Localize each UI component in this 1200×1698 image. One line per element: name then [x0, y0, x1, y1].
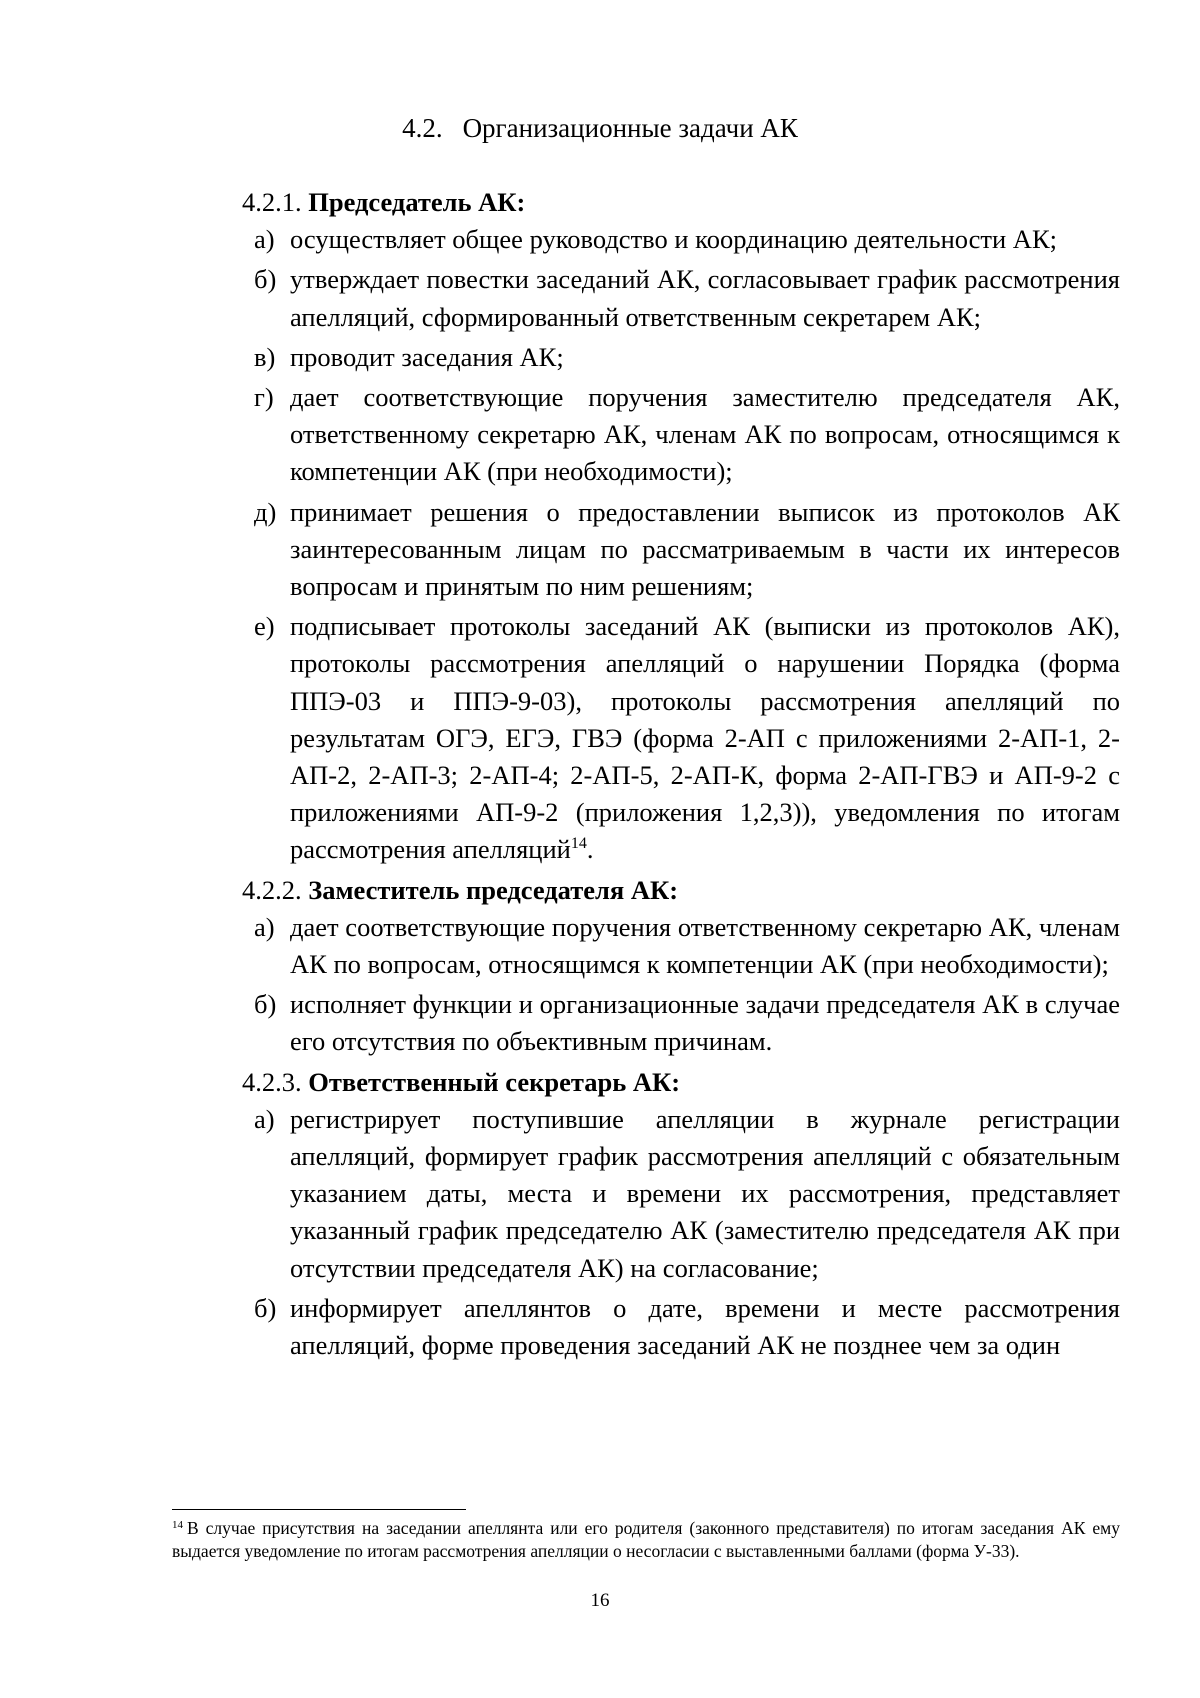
- footnote-number: 14: [172, 1519, 183, 1531]
- list-item-text: дает соответствующие поручения ответственному секретарю АК, членам АК по вопросам, относящимся к компетенции АК (при необходимости);: [290, 911, 1120, 980]
- list-item-marker: б): [254, 264, 277, 295]
- list-item-marker: г): [254, 382, 274, 413]
- list-item-marker: е): [254, 611, 275, 642]
- list-item: [242, 1290, 1120, 1364]
- subsection-number: 4.2.1.: [242, 187, 302, 217]
- list-item-marker: б): [254, 1292, 277, 1323]
- footnote-divider: [172, 1509, 466, 1510]
- document-body: [242, 184, 1120, 1367]
- page-number: 16: [590, 1590, 610, 1611]
- list-item-marker: б): [254, 989, 277, 1020]
- list-item: [242, 494, 1120, 606]
- subsection-number: 4.2.2.: [242, 874, 302, 905]
- footnote-reference: 14: [570, 835, 587, 853]
- list-item-text: информирует апеллянтов о дате, времени и месте рассмотрения апелляций, форме проведения заседаний АК не позднее чем за один: [290, 1292, 1120, 1361]
- footnote-text: В случае присутствия на заседании апеллянта или его родителя (законного представителя) по итогам заседания АК ему выдается уведомление по итогам рассмотрения апелляции о несогласии с выставленными баллами (форма У-33).: [172, 1518, 1120, 1561]
- list-item-marker: а): [254, 224, 275, 255]
- list-item-text: регистрирует поступившие апелляции в журнале регистрации апелляций, формирует график рассмотрения апелляций с обязательным указанием даты, места и времени их рассмотрения, представляет указанный график председателю АК (заместителю председателя АК при отсутствии председателя АК) на согласование;: [290, 1103, 1120, 1283]
- section-title: Организационные задачи АК: [462, 113, 798, 143]
- list-item-marker: а): [254, 911, 275, 942]
- subsection-title: Заместитель председателя АК:: [308, 874, 679, 905]
- subsection-heading: [242, 872, 1120, 909]
- section-heading: [0, 110, 1200, 146]
- list-item-tail: .: [586, 834, 594, 865]
- footnote: [172, 1517, 1120, 1563]
- list-item: [242, 339, 1120, 376]
- list-item-text: утверждает повестки заседаний АК, согласовывает график рассмотрения апелляций, сформированный ответственным секретарем АК;: [290, 264, 1120, 332]
- subsection-heading: [242, 1064, 1120, 1101]
- section-number: 4.2.: [402, 113, 443, 143]
- list-item-marker: а): [254, 1103, 275, 1134]
- list-item-text: осуществляет общее руководство и координацию деятельности АК;: [290, 224, 1057, 255]
- list-item-marker: в): [254, 341, 276, 372]
- list-item-text: принимает решения о предоставлении выписок из протоколов АК заинтересованным лицам по рассматриваемым в части их интересов вопросам и принятым по ним решениям;: [290, 496, 1120, 602]
- subsection-title: Председатель АК:: [308, 187, 526, 217]
- list-item: [242, 1101, 1120, 1287]
- subsection-heading: [242, 184, 1120, 221]
- list-item: [242, 909, 1120, 983]
- list-item: [242, 261, 1120, 335]
- list-item-text: дает соответствующие поручения заместителю председателя АК, ответственному секретарю АК, членам АК по вопросам, относящимся к компетенции АК (при необходимости);: [290, 382, 1120, 487]
- subsection-title: Ответственный секретарь АК:: [308, 1066, 681, 1097]
- list-item-text: исполняет функции и организационные задачи председателя АК в случае его отсутствия по объективным причинам.: [290, 989, 1120, 1057]
- list-item: [242, 379, 1120, 491]
- list-item-text: проводит заседания АК;: [290, 341, 564, 372]
- list-item-text: подписывает протоколы заседаний АК (выписки из протоколов АК), протоколы рассмотрения апелляций о нарушении Порядка (форма ППЭ-03 и ППЭ-9-03), протоколы рассмотрения апелляций по результатам ОГЭ, ЕГЭ, ГВЭ (форма 2-АП с приложениями 2-АП-1, 2-АП-2, 2-АП-3; 2-АП-4; 2-АП-5, 2-АП-К, форма 2-АП-ГВЭ и АП-9-2 с приложениями АП-9-2 (приложения 1,2,3)), уведомления по итогам рассмотрения апелляций: [290, 611, 1120, 865]
- list-item: [242, 221, 1120, 258]
- list-item-marker: д): [254, 496, 277, 527]
- list-item: [242, 608, 1120, 868]
- subsection-number: 4.2.3.: [242, 1066, 302, 1097]
- list-item: [242, 986, 1120, 1060]
